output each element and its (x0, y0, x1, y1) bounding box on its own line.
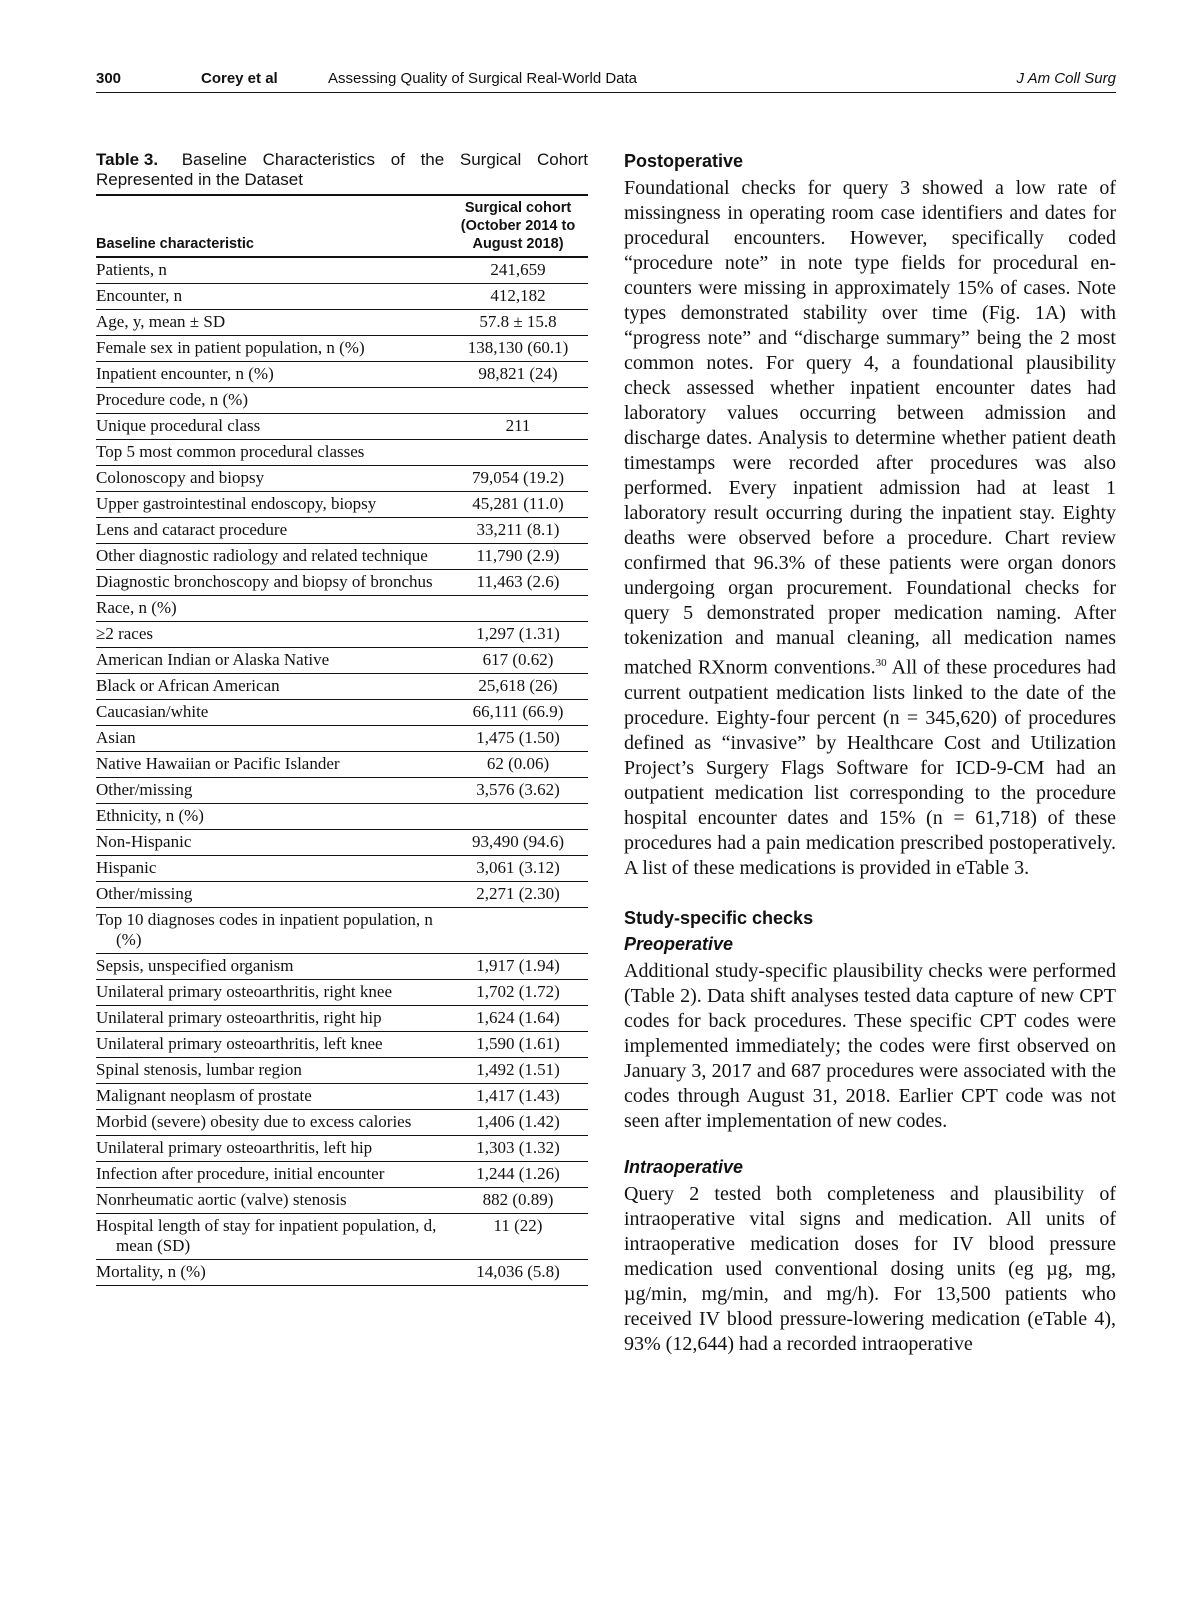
row-label-text: Age, y, mean ± SD (96, 312, 226, 331)
row-value: 11,463 (2.6) (448, 570, 588, 596)
table-row (96, 700, 588, 726)
row-label (96, 570, 448, 596)
table-row (96, 570, 588, 596)
table-row (96, 726, 588, 752)
postoperative-text-continued: All of these procedures had current outpatient medication lists linked to the date of the procedure. Eighty-four percent (n = 345,620) of procedures defined as “invasive” by Healthcare Cost and Utilization Project’s Surgery Flags Software for ICD-9-CM had an outpatient medication list corresponding to the procedure hospital encounter dates and 15% (n = 61,718) of these procedures had a pain medication prescribed postoperatively. A list of these medications is provided in eTable 3. (624, 656, 1116, 879)
row-value (448, 440, 588, 466)
table-row (96, 882, 588, 908)
row-label-text: Malignant neoplasm of prostate (96, 1086, 312, 1105)
row-label-text: Unique procedural class (96, 416, 261, 435)
header-rule (96, 92, 1116, 93)
table-row (96, 1260, 588, 1286)
row-label (96, 388, 448, 414)
row-value: 1,417 (1.43) (448, 1084, 588, 1110)
table-row (96, 596, 588, 622)
row-value: 882 (0.89) (448, 1188, 588, 1214)
running-authors: Corey et al (201, 70, 278, 87)
row-label-text: Spinal stenosis, lumbar region (96, 1060, 302, 1079)
row-value (448, 908, 588, 954)
row-label-text: Nonrheumatic aortic (valve) stenosis (96, 1190, 347, 1209)
row-value: 2,271 (2.30) (448, 882, 588, 908)
row-value (448, 388, 588, 414)
row-label (96, 596, 448, 622)
table-caption (96, 150, 588, 190)
table-row (96, 257, 588, 284)
row-value: 1,475 (1.50) (448, 726, 588, 752)
row-value: 138,130 (60.1) (448, 336, 588, 362)
row-label (96, 284, 448, 310)
row-label-text: Ethnicity, n (%) (96, 806, 204, 825)
row-value (448, 596, 588, 622)
header-surgical-cohort: Surgical cohort (October 2014 to August 2018) (448, 195, 588, 257)
reference-superscript: 30 (875, 657, 887, 669)
row-label-text: Unilateral primary osteoarthritis, left hip (96, 1138, 373, 1157)
row-value: 3,061 (3.12) (448, 856, 588, 882)
row-label-text: Top 10 diagnoses codes in inpatient population, n (%) (96, 910, 433, 949)
caption-word: Baseline (181, 150, 247, 169)
table-row (96, 466, 588, 492)
table-row (96, 336, 588, 362)
row-value: 1,917 (1.94) (448, 954, 588, 980)
table-row (96, 1058, 588, 1084)
row-value: 1,590 (1.61) (448, 1032, 588, 1058)
row-label (96, 310, 448, 336)
row-label (96, 954, 448, 980)
row-value: 45,281 (11.0) (448, 492, 588, 518)
table-header-row (96, 195, 588, 257)
table-row (96, 284, 588, 310)
row-label (96, 518, 448, 544)
row-value: 412,182 (448, 284, 588, 310)
row-value: 211 (448, 414, 588, 440)
row-label-text: ≥2 races (96, 624, 153, 643)
table-body (96, 257, 588, 1286)
row-label (96, 804, 448, 830)
postoperative-paragraph (624, 176, 1116, 881)
caption-word: Surgical (459, 150, 522, 169)
table-row (96, 1188, 588, 1214)
row-label (96, 1188, 448, 1214)
caption-word: Characteristics (262, 150, 376, 169)
row-value: 11,790 (2.9) (448, 544, 588, 570)
row-label-text: Hospital length of stay for inpatient population, d, mean (SD) (96, 1216, 437, 1255)
caption-line-2: Represented in the Dataset (96, 170, 303, 189)
row-label (96, 648, 448, 674)
row-label-text: Upper gastrointestinal endoscopy, biopsy (96, 494, 377, 513)
row-label (96, 752, 448, 778)
row-label (96, 1162, 448, 1188)
row-label (96, 1058, 448, 1084)
row-label (96, 466, 448, 492)
table-row (96, 544, 588, 570)
row-label (96, 700, 448, 726)
table-row (96, 980, 588, 1006)
row-label-text: Inpatient encounter, n (%) (96, 364, 274, 383)
table-row (96, 804, 588, 830)
row-label-text: Female sex in patient population, n (%) (96, 338, 365, 357)
row-value: 1,303 (1.32) (448, 1136, 588, 1162)
row-label (96, 856, 448, 882)
table-row (96, 954, 588, 980)
row-label-text: Encounter, n (96, 286, 183, 305)
row-label-text: Native Hawaiian or Pacific Islander (96, 754, 340, 773)
row-label (96, 257, 448, 284)
row-value: 11 (22) (448, 1214, 588, 1260)
row-value: 33,211 (8.1) (448, 518, 588, 544)
caption-word: of (390, 150, 405, 169)
row-label-text: Other/missing (96, 884, 193, 903)
page-number: 300 (96, 70, 122, 87)
table-row (96, 1162, 588, 1188)
table-row (96, 388, 588, 414)
row-label (96, 726, 448, 752)
row-label-text: Diagnostic bronchoscopy and biopsy of bronchus (96, 572, 433, 591)
table-row (96, 414, 588, 440)
row-label (96, 980, 448, 1006)
row-value: 93,490 (94.6) (448, 830, 588, 856)
row-label-text: Mortality, n (%) (96, 1262, 206, 1281)
table-row (96, 1214, 588, 1260)
row-label-text: Unilateral primary osteoarthritis, right hip (96, 1008, 382, 1027)
table-row (96, 1006, 588, 1032)
row-label (96, 1032, 448, 1058)
row-label (96, 1260, 448, 1286)
row-label (96, 1136, 448, 1162)
postoperative-heading: Postoperative (624, 151, 744, 171)
row-label-text: Unilateral primary osteoarthritis, right knee (96, 982, 392, 1001)
intraoperative-heading: Intraoperative (624, 1156, 744, 1177)
row-value: 25,618 (26) (448, 674, 588, 700)
table-row (96, 1136, 588, 1162)
table-row (96, 362, 588, 388)
row-label-text: Procedure code, n (%) (96, 390, 248, 409)
row-label-text: Lens and cataract procedure (96, 520, 288, 539)
row-label-text: Morbid (severe) obesity due to excess calories (96, 1112, 412, 1131)
row-label (96, 882, 448, 908)
row-value: 241,659 (448, 257, 588, 284)
row-value: 1,244 (1.26) (448, 1162, 588, 1188)
row-label (96, 336, 448, 362)
table-label: Table 3. (96, 150, 159, 169)
row-label-text: Sepsis, unspecified organism (96, 956, 294, 975)
caption-line-1 (96, 150, 588, 170)
row-label-text: Asian (96, 728, 136, 747)
row-value (448, 804, 588, 830)
row-label-text: Caucasian/white (96, 702, 209, 721)
row-label-text: Other diagnostic radiology and related technique (96, 546, 428, 565)
row-label-text: Hispanic (96, 858, 157, 877)
postoperative-text: Foundational checks for query 3 showed a low rate of missingness in operating room case identifiers and dates for procedural encounters. However, specifically coded “procedure note” in note type fields for procedural encounters were missing in approximately 15% of cases. Note types demonstrated stability over time (Fig. 1A) with “progress note” and “discharge summary” being the 2 most common notes. For query 4, a foundational plausibility check assessed whether inpatient encounter dates had laboratory values occurring between admission and discharge dates. Analysis to determine whether patient death timestamps were recorded after procedures was also performed. Every inpatient admission had at least 1 laboratory result occurring during the inpatient stay. Eighty deaths were observed before a procedure. Chart review confirmed that 96.3% of these patients were organ donors undergoing organ procurement. Foundational checks for query 5 demonstrated proper medication naming. After tokenization and manual cleaning, all medication names matched RXnorm conventions. (624, 177, 1116, 679)
table-row (96, 622, 588, 648)
table-row (96, 648, 588, 674)
row-label (96, 830, 448, 856)
row-label-text: Top 5 most common procedural classes (96, 442, 365, 461)
row-value: 1,702 (1.72) (448, 980, 588, 1006)
row-value: 1,492 (1.51) (448, 1058, 588, 1084)
row-label (96, 674, 448, 700)
row-label (96, 492, 448, 518)
row-label-text: American Indian or Alaska Native (96, 650, 330, 669)
row-value: 1,624 (1.64) (448, 1006, 588, 1032)
table-row (96, 674, 588, 700)
row-label (96, 1110, 448, 1136)
row-label (96, 1006, 448, 1032)
row-label (96, 622, 448, 648)
row-label (96, 1214, 448, 1260)
study-specific-heading: Study-specific checks (624, 907, 814, 928)
row-value: 62 (0.06) (448, 752, 588, 778)
row-value: 617 (0.62) (448, 648, 588, 674)
caption-word: Cohort (536, 150, 588, 169)
row-value: 79,054 (19.2) (448, 466, 588, 492)
table-row (96, 1032, 588, 1058)
row-label-text: Other/missing (96, 780, 193, 799)
text-column (624, 150, 1116, 1357)
row-label-text: Infection after procedure, initial encounter (96, 1164, 385, 1183)
table-row (96, 856, 588, 882)
row-label (96, 414, 448, 440)
table-row (96, 1084, 588, 1110)
row-value: 14,036 (5.8) (448, 1260, 588, 1286)
preoperative-heading: Preoperative (624, 933, 734, 954)
row-value: 98,821 (24) (448, 362, 588, 388)
header-characteristic: Baseline characteristic (96, 195, 448, 257)
row-label (96, 1084, 448, 1110)
row-label (96, 440, 448, 466)
row-label-text: Unilateral primary osteoarthritis, left knee (96, 1034, 383, 1053)
table-row (96, 518, 588, 544)
table-row (96, 778, 588, 804)
row-label-text: Race, n (%) (96, 598, 177, 617)
caption-word: the (420, 150, 445, 169)
row-label-text: Non-Hispanic (96, 832, 192, 851)
table-row (96, 492, 588, 518)
running-title: Assessing Quality of Surgical Real-World Data (328, 70, 638, 87)
running-header (96, 68, 1116, 92)
baseline-table (96, 194, 588, 1286)
table-row (96, 1110, 588, 1136)
row-label (96, 778, 448, 804)
row-label (96, 544, 448, 570)
row-label-text: Colonoscopy and biopsy (96, 468, 265, 487)
row-value: 1,297 (1.31) (448, 622, 588, 648)
row-value: 57.8 ± 15.8 (448, 310, 588, 336)
preoperative-paragraph: Additional study-specific plausibility checks were performed (Table 2). Data shift analyses tested data capture of new CPT codes for back procedures. These specific CPT codes were implemented immediately; the codes were first observed on January 3, 2017 and 687 procedures were associated with the codes through August 31, 2018. Earlier CPT code was not seen after implementation of new codes. (624, 959, 1116, 1132)
table-row (96, 310, 588, 336)
row-label (96, 908, 448, 954)
row-value: 3,576 (3.62) (448, 778, 588, 804)
row-label-text: Patients, n (96, 260, 167, 279)
table-section (96, 150, 588, 1286)
journal-name: J Am Coll Surg (1016, 70, 1116, 87)
table-row (96, 752, 588, 778)
row-label-text: Black or African American (96, 676, 280, 695)
row-value: 66,111 (66.9) (448, 700, 588, 726)
row-value: 1,406 (1.42) (448, 1110, 588, 1136)
row-label (96, 362, 448, 388)
table-row (96, 440, 588, 466)
intraoperative-paragraph: Query 2 tested both completeness and plausibility of intraoperative vital signs and medication. All units of intraoperative medication doses for IV blood pressure medication used conventional dosing units (eg µg, mg, µg/min, mg/min, and mg/h). For 13,500 patients who received IV blood pressure-lowering medication (eTable 4), 93% (12,644) had a recorded intraoperative (624, 1182, 1116, 1355)
table-row (96, 908, 588, 954)
table-row (96, 830, 588, 856)
